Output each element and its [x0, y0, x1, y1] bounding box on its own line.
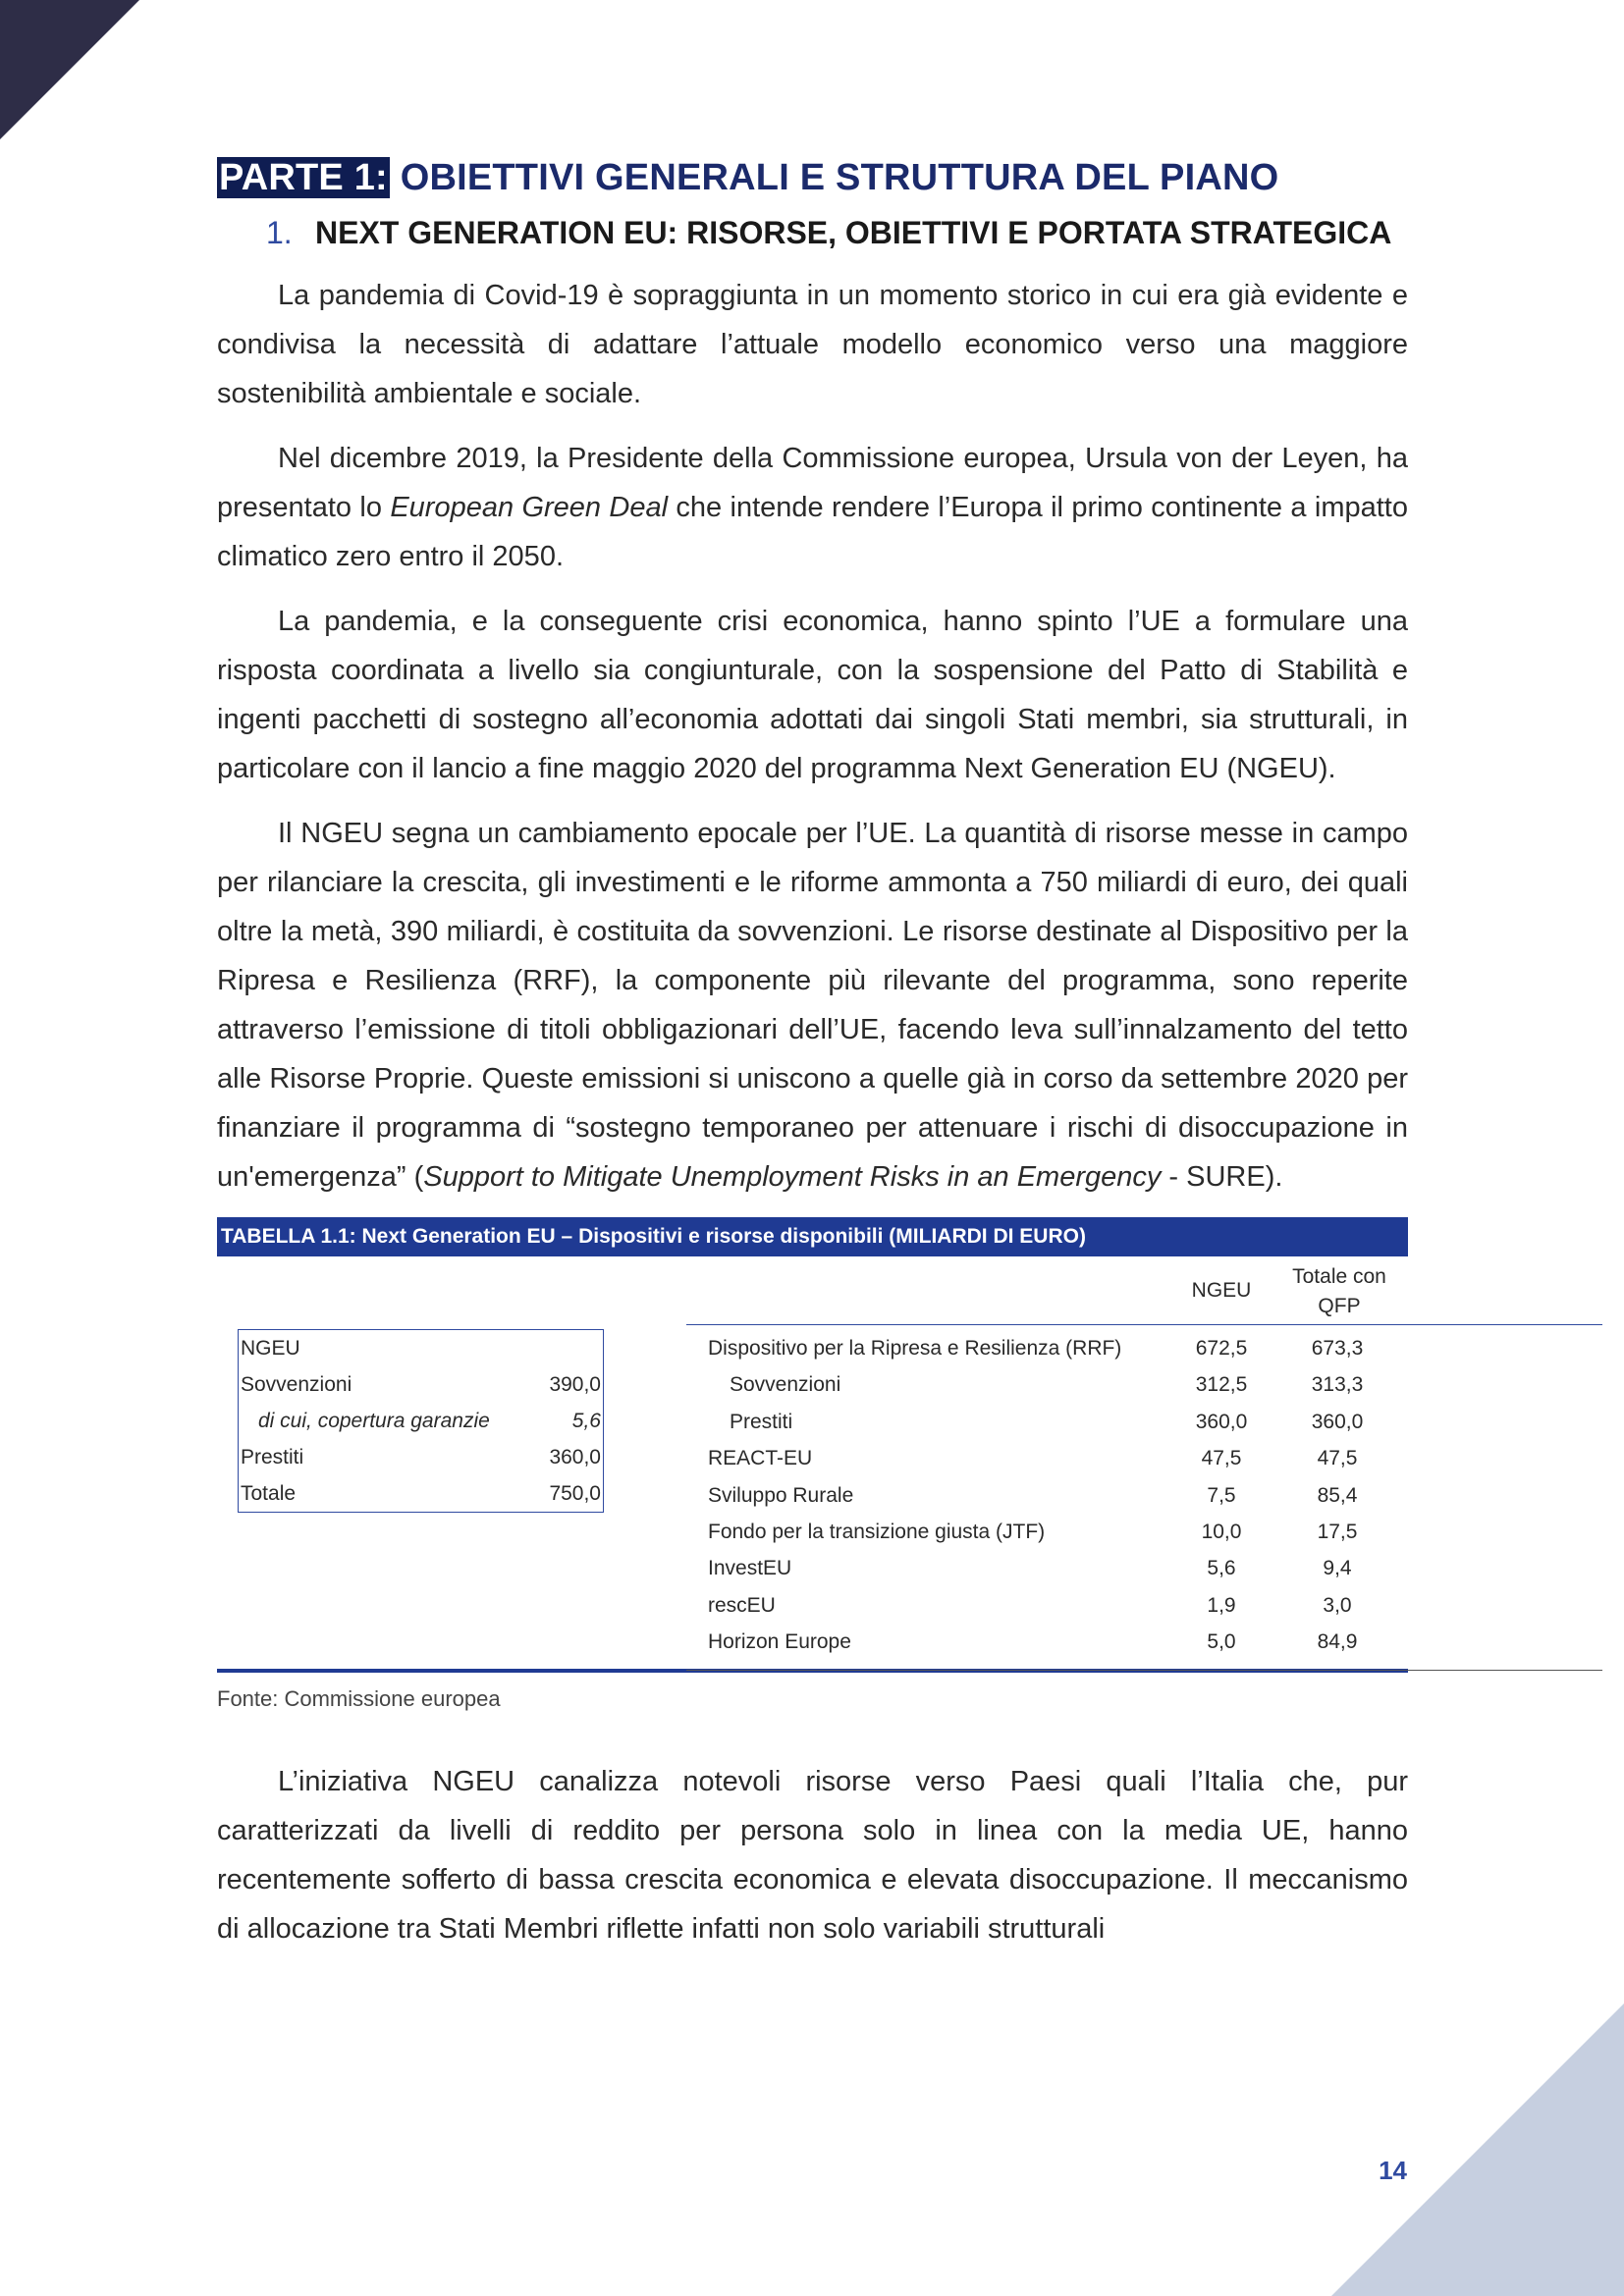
section-title-text: NEXT GENERATION EU: RISORSE, OBIETTIVI E PORTATA STRATEGICA	[315, 215, 1392, 250]
summary-label: Sovvenzioni	[241, 1373, 352, 1396]
row-ngeu-value: 360,0	[1195, 1410, 1248, 1433]
table-body	[686, 1330, 1602, 1661]
summary-value: 750,0	[549, 1482, 601, 1505]
row-qfp-value: 360,0	[1311, 1410, 1364, 1433]
paragraph-3: La pandemia, e la conseguente crisi economica, hanno spinto l’UE a formulare una risposta coordinata a livello sia congiunturale, con la sospensione del Patto di Stabilità e ingenti pacchetti di sostegno all’economia adottati dai singoli Stati membri, sia strutturali, in particolare con il lancio a fine maggio 2020 del programma Next Generation EU (NGEU).	[217, 606, 1408, 784]
ngeu-summary-box	[238, 1329, 604, 1513]
row-qfp-value: 9,4	[1323, 1557, 1352, 1580]
table-row	[686, 1330, 1602, 1366]
summary-value: 5,6	[571, 1410, 601, 1432]
row-label: rescEU	[708, 1593, 776, 1617]
table-row	[686, 1440, 1602, 1476]
summary-label: di cui, copertura garanzie	[258, 1410, 490, 1432]
section-title	[266, 208, 1408, 257]
summary-row	[239, 1366, 603, 1403]
corner-decoration-top-left	[0, 0, 139, 139]
paragraph-4-text: Il NGEU segna un cambiamento epocale per l’UE. La quantità di risorse messe in campo per rilanciare la crescita, gli investimenti e le riforme ammonta a 750 miliardi di euro, dei quali oltre la metà, 390 miliardi, è costituita da sovvenzioni. Le risorse destinate al Dispositivo per la Ripresa e Resilienza (RRF), la componente più rilevante del programma, sono reperite attraverso l’emissione di titoli obbligazionari dell’UE, facendo leva sull’innalzamento del tetto alle Risorse Proprie. Queste emissioni si uniscono a quelle già in corso da settembre 2020 per finanziare il programma di “sostegno temporaneo per attenuare i rischi di disoccupazione in un'emergenza” (	[217, 818, 1408, 1193]
table-row	[686, 1366, 1602, 1403]
row-ngeu-value: 312,5	[1195, 1373, 1248, 1397]
summary-row	[239, 1330, 603, 1366]
column-header-ngeu: NGEU	[1191, 1279, 1252, 1302]
table-row	[686, 1550, 1602, 1586]
paragraph-5: L’iniziativa NGEU canalizza notevoli risorse verso Paesi quali l’Italia che, pur caratterizzati da livelli di reddito per persona solo in linea con la media UE, hanno recentemente sofferto di bassa crescita economica e elevata disoccupazione. Il meccanismo di allocazione tra Stati Membri riflette infatti non solo variabili strutturali	[217, 1766, 1408, 1945]
table-column-headers	[686, 1256, 1602, 1325]
resources-table	[217, 1256, 1408, 1673]
summary-label: NGEU	[241, 1337, 300, 1360]
instruments-table	[686, 1256, 1603, 1661]
column-header-qfp	[1278, 1262, 1400, 1321]
paragraph-4	[217, 809, 1408, 1201]
row-ngeu-value: 672,5	[1195, 1337, 1248, 1360]
summary-row	[239, 1403, 603, 1439]
paragraph-2-text-end: che intende rendere l’Europa il primo continente a impatto climatico zero entro il 2050.	[217, 492, 1408, 572]
table-row	[686, 1514, 1602, 1550]
paragraph-4-italic: Support to Mitigate Unemployment Risks in an Emergency	[423, 1161, 1162, 1193]
table-bottom-rule	[686, 1670, 1602, 1671]
summary-value: 360,0	[549, 1446, 601, 1468]
paragraph-1: La pandemia di Covid-19 è sopraggiunta in un momento storico in cui era già evidente e condivisa la necessità di adattare l’attuale modello economico verso una maggiore sostenibilità ambientale e sociale.	[217, 280, 1408, 409]
row-qfp-value: 17,5	[1317, 1520, 1358, 1543]
page-content	[217, 147, 1408, 1969]
row-label: Sviluppo Rurale	[708, 1483, 854, 1507]
summary-row	[239, 1439, 603, 1475]
row-qfp-value: 84,9	[1317, 1630, 1358, 1654]
part-title-text: OBIETTIVI GENERALI E STRUTTURA DEL PIANO	[400, 157, 1279, 198]
row-qfp-value: 3,0	[1323, 1593, 1352, 1617]
page-number: 14	[1379, 2156, 1407, 2185]
summary-row	[239, 1475, 603, 1512]
row-qfp-value: 313,3	[1311, 1373, 1364, 1397]
row-ngeu-value: 7,5	[1207, 1483, 1236, 1507]
table-row	[686, 1477, 1602, 1514]
row-ngeu-value: 1,9	[1207, 1593, 1236, 1617]
row-label: InvestEU	[708, 1557, 792, 1580]
part-label: PARTE 1:	[219, 157, 388, 198]
row-label: Fondo per la transizione giusta (JTF)	[708, 1520, 1046, 1543]
table-row	[686, 1404, 1602, 1440]
column-header-qfp-line1: Totale con	[1292, 1265, 1386, 1288]
row-ngeu-value: 47,5	[1201, 1447, 1242, 1470]
row-label: Prestiti	[730, 1410, 793, 1433]
row-qfp-value: 673,3	[1311, 1337, 1364, 1360]
part-title	[217, 147, 1408, 208]
paragraph-2-italic: European Green Deal	[390, 492, 669, 523]
row-qfp-value: 85,4	[1317, 1483, 1358, 1507]
table-row	[686, 1587, 1602, 1624]
summary-value: 390,0	[549, 1373, 601, 1396]
row-label: REACT-EU	[708, 1447, 813, 1470]
row-ngeu-value: 5,6	[1207, 1557, 1236, 1580]
row-ngeu-value: 5,0	[1207, 1630, 1236, 1654]
row-qfp-value: 47,5	[1317, 1447, 1358, 1470]
column-header-qfp-line2: QFP	[1318, 1295, 1361, 1317]
row-label: Sovvenzioni	[730, 1373, 841, 1397]
paragraph-2	[217, 434, 1408, 581]
table-row	[686, 1624, 1602, 1660]
paragraph-4-text-end: - SURE).	[1161, 1161, 1283, 1193]
summary-label: Totale	[241, 1482, 297, 1505]
row-ngeu-value: 10,0	[1201, 1520, 1242, 1543]
summary-label: Prestiti	[241, 1446, 304, 1468]
corner-decoration-bottom-right	[1331, 2003, 1624, 2296]
row-label: Dispositivo per la Ripresa e Resilienza (RRF)	[708, 1337, 1122, 1360]
paragraph-2-text: Nel dicembre 2019, la Presidente della Commissione europea, Ursula von der Leyen, ha presentato lo	[217, 443, 1408, 523]
section-number: 1.	[266, 215, 293, 250]
table-source: Fonte: Commissione europea	[217, 1686, 501, 1711]
row-label: Horizon Europe	[708, 1630, 851, 1654]
table-title: TABELLA 1.1: Next Generation EU – Dispositivi e risorse disponibili (MILIARDI DI EURO)	[217, 1217, 1408, 1256]
